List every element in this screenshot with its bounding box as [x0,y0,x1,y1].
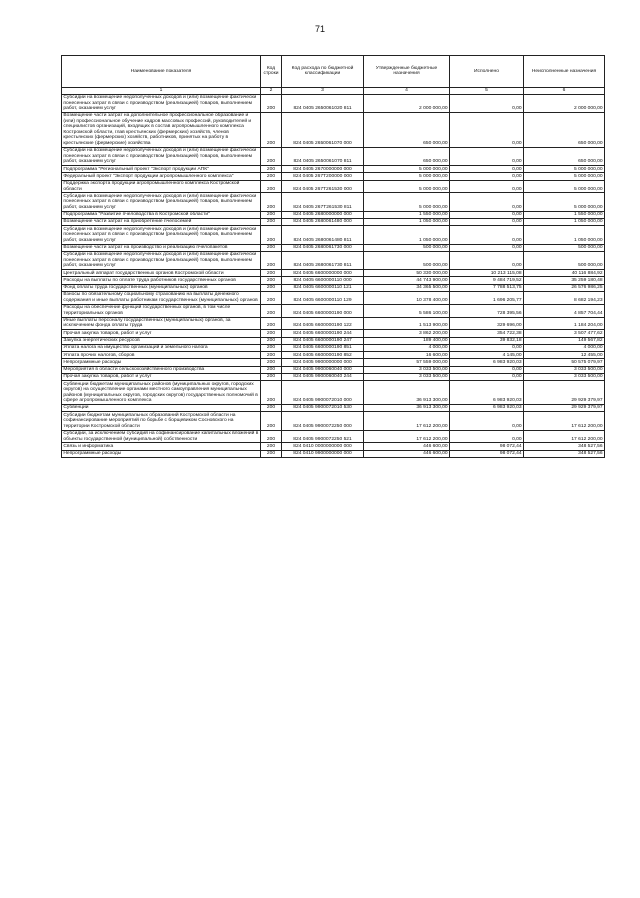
row-name-cell: Расходы на выплаты по оплате труда работников государственных органов [62,277,261,284]
row-code-cell: 200 [261,412,282,430]
row-name-cell: Федеральный проект "Экспорт продукции агропромышленного комплекса" [62,173,261,180]
row-executed-cell: 98 072,44 [450,443,524,450]
row-approved-cell: 446 600,00 [364,443,450,450]
table-row [62,193,605,211]
row-name-cell: Субсидии бюджетам муниципальных образований Костромской области на софинансирование мероприятий по борьбе с борщевиком Сосновского на территории Костромской области [62,412,261,430]
row-unexecuted-cell: 1 550 000,00 [524,211,605,218]
row-executed-cell: 0,00 [450,412,524,430]
row-code-cell: 200 [261,284,282,291]
row-executed-cell: 0,00 [450,113,524,148]
header-unexecuted: Неисполненные назначения [524,56,605,88]
row-name-cell: Прочая закупка товаров, работ и услуг [62,330,261,337]
row-code-cell: 200 [261,317,282,330]
row-unexecuted-cell: 5 000 000,00 [524,166,605,173]
row-classification-cell: 824 0405 6600000000 000 [282,270,364,277]
table-row [62,304,605,317]
row-unexecuted-cell: 17 612 200,00 [524,430,605,443]
row-unexecuted-cell: 12 455,00 [524,352,605,359]
row-code-cell: 200 [261,359,282,366]
page-number: 71 [314,24,325,34]
row-approved-cell: 16 600,00 [364,352,450,359]
row-executed-cell: 7 788 513,75 [450,284,524,291]
row-name-cell: Субсидии на возмещение недополученных доходов и (или) возмещение фактически понесенных затрат в связи с производством (реализацией) товаров, выполнением работ, оказанием услуг [62,147,261,165]
row-executed-cell: 0,00 [450,147,524,165]
row-unexecuted-cell: 3 033 500,00 [524,366,605,373]
row-name-cell: Уплата налога на имущество организаций и земельного налога [62,344,261,351]
table-row [62,180,605,193]
table-row [62,443,605,450]
row-approved-cell: 17 612 200,00 [364,430,450,443]
row-unexecuted-cell: 500 000,00 [524,251,605,269]
row-executed-cell: 0,00 [450,166,524,173]
row-code-cell: 200 [261,173,282,180]
row-approved-cell: 3 033 500,00 [364,366,450,373]
row-unexecuted-cell: 149 567,82 [524,337,605,344]
column-number: 6 [524,87,605,94]
row-executed-cell: 98 072,44 [450,450,524,457]
row-classification-cell: 824 0405 9900072010 530 [282,405,364,412]
table-row [62,337,605,344]
row-classification-cell: 824 0405 2650061020 811 [282,94,364,112]
header-row [62,56,605,88]
row-code-cell: 200 [261,166,282,173]
row-classification-cell: 824 0405 6600000190 000 [282,304,364,317]
row-executed-cell: 329 696,00 [450,317,524,330]
budget-execution-table [61,55,605,458]
row-unexecuted-cell: 1 184 204,00 [524,317,605,330]
row-code-cell: 200 [261,226,282,244]
row-name-cell: Подпрограмма "Развитие пчеловодства в Костромской области" [62,211,261,218]
row-code-cell: 200 [261,405,282,412]
column-number: 3 [282,87,364,94]
row-approved-cell: 17 612 200,00 [364,412,450,430]
table-row [62,166,605,173]
table-row [62,344,605,351]
row-executed-cell: 0,00 [450,374,524,381]
row-unexecuted-cell: 5 000 000,00 [524,180,605,193]
row-code-cell: 200 [261,244,282,251]
row-name-cell: Центральный аппарат государственных органов Костромской области [62,270,261,277]
row-unexecuted-cell: 3 507 477,62 [524,330,605,337]
row-executed-cell: 0,00 [450,219,524,226]
row-name-cell: Возмещение части затрат на производство и реализацию пчелопакетов [62,244,261,251]
row-approved-cell: 57 559 000,00 [364,359,450,366]
row-name-cell: Непрограммные расходы [62,450,261,457]
row-classification-cell: 824 0405 267Т261530 000 [282,180,364,193]
header-executed: Исполнено [450,56,524,88]
row-executed-cell: 0,00 [450,366,524,373]
row-name-cell: Субсидии на возмещение недополученных доходов и (или) возмещение фактически понесенных затрат в связи с производством (реализацией) товаров, выполнением работ, оказанием услуг [62,94,261,112]
row-approved-cell: 500 000,00 [364,244,450,251]
table-row [62,430,605,443]
row-approved-cell: 36 913 300,00 [364,405,450,412]
row-classification-cell: 824 0405 2650061070 811 [282,147,364,165]
row-classification-cell: 824 0405 9900060040 000 [282,366,364,373]
row-unexecuted-cell: 650 000,00 [524,147,605,165]
row-name-cell: Расходы на обеспечение функций государственных органов, в том числе территориальных органов [62,304,261,317]
row-classification-cell: 824 0405 6600000110 121 [282,284,364,291]
row-approved-cell: 1 050 000,00 [364,219,450,226]
header-name: Наименование показателя [62,56,261,88]
row-executed-cell: 0,00 [450,244,524,251]
row-classification-cell: 824 0405 2680061730 000 [282,244,364,251]
row-name-cell: Субвенции бюджетам муниципальных районов (муниципальных округов, городских округов) на осуществление органами местного самоуправления муниципальных районов (муниципальных округов, городских округов) государственных полномочий в сфере агропромышленного комплекса [62,381,261,405]
row-executed-cell: 0,00 [450,173,524,180]
row-approved-cell: 650 000,00 [364,113,450,148]
row-code-cell: 200 [261,381,282,405]
row-classification-cell: 824 0405 6600000190 247 [282,337,364,344]
column-number: 5 [450,87,524,94]
column-number: 2 [261,87,282,94]
row-executed-cell: 1 696 205,77 [450,292,524,305]
row-code-cell: 200 [261,193,282,211]
row-executed-cell: 10 213 115,08 [450,270,524,277]
row-approved-cell: 1 550 000,00 [364,211,450,218]
row-code-cell: 200 [261,147,282,165]
row-code-cell: 200 [261,330,282,337]
row-approved-cell: 446 600,00 [364,450,450,457]
row-name-cell: Подпрограмма "Региональный проект "Экспорт продукции АПК" [62,166,261,173]
row-unexecuted-cell: 650 000,00 [524,113,605,148]
row-executed-cell: 0,00 [450,180,524,193]
row-code-cell: 200 [261,270,282,277]
table-row [62,147,605,165]
row-code-cell: 200 [261,344,282,351]
row-code-cell: 200 [261,443,282,450]
row-name-cell: Возмещение части затрат на приобретение пчелосемей [62,219,261,226]
row-classification-cell: 824 0405 6600000110 000 [282,277,364,284]
row-classification-cell: 824 0405 2680061480 811 [282,226,364,244]
row-approved-cell: 5 000 000,00 [364,180,450,193]
row-executed-cell: 0,00 [450,430,524,443]
row-name-cell: Прочая закупка товаров, работ и услуг [62,374,261,381]
row-name-cell: Субсидии на возмещение недополученных доходов и (или) возмещение фактически понесенных затрат в связи с производством (реализацией) товаров, выполнением работ, оказанием услуг [62,226,261,244]
row-code-cell: 200 [261,180,282,193]
row-approved-cell: 3 033 500,00 [364,374,450,381]
table-row [62,381,605,405]
row-classification-cell: 824 0405 9900072250 000 [282,412,364,430]
row-code-cell: 200 [261,211,282,218]
table-row [62,173,605,180]
row-name-cell: Уплата прочих налогов, сборов [62,352,261,359]
row-unexecuted-cell: 348 527,56 [524,450,605,457]
row-approved-cell: 34 365 500,00 [364,284,450,291]
row-name-cell: Непрограммные расходы [62,359,261,366]
row-executed-cell: 0,00 [450,193,524,211]
row-code-cell: 200 [261,430,282,443]
column-number: 1 [62,87,261,94]
row-classification-cell: 824 0405 6600000190 851 [282,344,364,351]
row-classification-cell: 824 0405 2680061730 811 [282,251,364,269]
row-classification-cell: 824 0405 2680000000 000 [282,211,364,218]
table-row [62,292,605,305]
row-executed-cell: 9 484 719,52 [450,277,524,284]
header-approved: Утвержденные бюджетные назначения [364,56,450,88]
row-classification-cell: 824 0405 2650061070 000 [282,113,364,148]
row-classification-cell: 824 0405 9900072010 000 [282,381,364,405]
row-executed-cell: 6 983 920,03 [450,381,524,405]
row-unexecuted-cell: 5 000 000,00 [524,173,605,180]
table-row [62,219,605,226]
row-unexecuted-cell: 29 929 379,97 [524,405,605,412]
table-row [62,284,605,291]
row-unexecuted-cell: 17 612 200,00 [524,412,605,430]
table-row [62,412,605,430]
row-code-cell: 200 [261,352,282,359]
row-executed-cell: 0,00 [450,251,524,269]
table-row [62,374,605,381]
table-row [62,226,605,244]
row-name-cell: Субвенции [62,405,261,412]
row-approved-cell: 5 000 000,00 [364,193,450,211]
row-unexecuted-cell: 1 050 000,00 [524,219,605,226]
table-row [62,366,605,373]
row-unexecuted-cell: 40 116 884,92 [524,270,605,277]
row-approved-cell: 4 000,00 [364,344,450,351]
row-approved-cell: 10 378 400,00 [364,292,450,305]
row-approved-cell: 189 400,00 [364,337,450,344]
row-unexecuted-cell: 29 929 379,97 [524,381,605,405]
row-approved-cell: 5 586 100,00 [364,304,450,317]
column-number: 4 [364,87,450,94]
row-approved-cell: 3 862 200,00 [364,330,450,337]
row-classification-cell: 824 0405 267Т261530 811 [282,193,364,211]
row-unexecuted-cell: 50 575 079,97 [524,359,605,366]
row-unexecuted-cell: 348 527,56 [524,443,605,450]
row-name-cell: Фонд оплаты труда государственных (муниципальных) органов [62,284,261,291]
row-executed-cell: 6 983 920,03 [450,359,524,366]
row-name-cell: Взносы по обязательному социальному страхованию на выплаты денежного содержания и иные выплаты работникам государственных (муниципальных) органов [62,292,261,305]
row-classification-cell: 824 0405 9900000000 000 [282,359,364,366]
row-name-cell: Субсидии на возмещение недополученных доходов и (или) возмещение фактически понесенных затрат в связи с производством (реализацией) товаров, выполнением работ, оказанием услуг [62,251,261,269]
row-unexecuted-cell: 4 857 704,44 [524,304,605,317]
row-unexecuted-cell: 2 000 000,00 [524,94,605,112]
row-name-cell: Закупка энергетических ресурсов [62,337,261,344]
row-executed-cell: 0,00 [450,226,524,244]
row-unexecuted-cell: 500 000,00 [524,244,605,251]
row-classification-cell: 824 0405 9900060040 244 [282,374,364,381]
row-code-cell: 200 [261,94,282,112]
row-code-cell: 200 [261,277,282,284]
table-row [62,251,605,269]
row-code-cell: 200 [261,337,282,344]
row-approved-cell: 500 000,00 [364,251,450,269]
row-executed-cell: 354 722,38 [450,330,524,337]
row-code-cell: 200 [261,374,282,381]
table-row [62,277,605,284]
table-row [62,359,605,366]
row-code-cell: 200 [261,450,282,457]
table-row [62,352,605,359]
row-approved-cell: 36 913 300,00 [364,381,450,405]
row-approved-cell: 1 513 900,00 [364,317,450,330]
table-row [62,450,605,457]
table-row [62,317,605,330]
row-approved-cell: 650 000,00 [364,147,450,165]
row-executed-cell: 728 395,56 [450,304,524,317]
row-executed-cell: 4 145,00 [450,352,524,359]
row-approved-cell: 50 330 000,00 [364,270,450,277]
row-approved-cell: 44 743 900,00 [364,277,450,284]
row-classification-cell: 824 0405 9900072250 521 [282,430,364,443]
row-code-cell: 200 [261,292,282,305]
table-row [62,330,605,337]
row-classification-cell: 824 0405 2680061480 000 [282,219,364,226]
row-executed-cell: 0,00 [450,211,524,218]
row-classification-cell: 824 0405 2670000000 000 [282,166,364,173]
row-code-cell: 200 [261,366,282,373]
table-row [62,270,605,277]
row-unexecuted-cell: 3 033 500,00 [524,374,605,381]
header-classification: Код расхода по бюджетной классификации [282,56,364,88]
row-code-cell: 200 [261,251,282,269]
table-row [62,94,605,112]
row-classification-cell: 824 0405 6600000190 122 [282,317,364,330]
table-row [62,244,605,251]
row-name-cell: Связь и информатика [62,443,261,450]
row-classification-cell: 824 0405 6600000110 129 [282,292,364,305]
row-approved-cell: 5 000 000,00 [364,166,450,173]
column-number-row [62,87,605,94]
row-name-cell: Иные выплаты персоналу государственных (муниципальных) органов, за исключением фонда оплаты труда [62,317,261,330]
row-approved-cell: 1 050 000,00 [364,226,450,244]
row-unexecuted-cell: 1 050 000,00 [524,226,605,244]
row-unexecuted-cell: 26 576 986,25 [524,284,605,291]
row-code-cell: 200 [261,304,282,317]
row-classification-cell: 824 0405 6600000190 244 [282,330,364,337]
row-unexecuted-cell: 4 000,00 [524,344,605,351]
row-approved-cell: 2 000 000,00 [364,94,450,112]
table-row [62,405,605,412]
row-unexecuted-cell: 35 259 180,48 [524,277,605,284]
row-classification-cell: 824 0405 6600000190 852 [282,352,364,359]
row-classification-cell: 824 0405 267Т200000 000 [282,173,364,180]
row-executed-cell: 0,00 [450,94,524,112]
row-approved-cell: 5 000 000,00 [364,173,450,180]
row-executed-cell: 39 832,18 [450,337,524,344]
row-unexecuted-cell: 5 000 000,00 [524,193,605,211]
table-row [62,211,605,218]
row-name-cell: Мероприятия в области сельскохозяйственного производства [62,366,261,373]
row-name-cell: Поддержка экспорта продукции агропромышленного комплекса Костромской области [62,180,261,193]
row-executed-cell: 6 983 920,03 [450,405,524,412]
header-code: Код строки [261,56,282,88]
row-classification-cell: 824 0410 0000000000 000 [282,443,364,450]
row-code-cell: 200 [261,219,282,226]
table-row [62,113,605,148]
row-unexecuted-cell: 8 682 194,23 [524,292,605,305]
row-executed-cell: 0,00 [450,344,524,351]
row-name-cell: Субсидии на возмещение недополученных доходов и (или) возмещение фактически понесенных затрат в связи с производством (реализацией) товаров, выполнением работ, оказанием услуг [62,193,261,211]
row-classification-cell: 824 0410 9900000000 000 [282,450,364,457]
row-name-cell: Субсидии, за исключением субсидий на софинансирование капитальных вложений в объекты государственной (муниципальной) собственности [62,430,261,443]
row-name-cell: Возмещение части затрат на дополнительное профессиональное образование и (или) профессиональное обучение кадров массовых профессий, руководителей и специалистов организаций, входящих в состав агропромышленного комплекса Костромской области, глав крестьянских (фермерских) хозяйств, членов крестьянских (фермерских) хозяйств, работников, принятых на работу в крестьянские (фермерские) хозяйства [62,113,261,148]
row-code-cell: 200 [261,113,282,148]
